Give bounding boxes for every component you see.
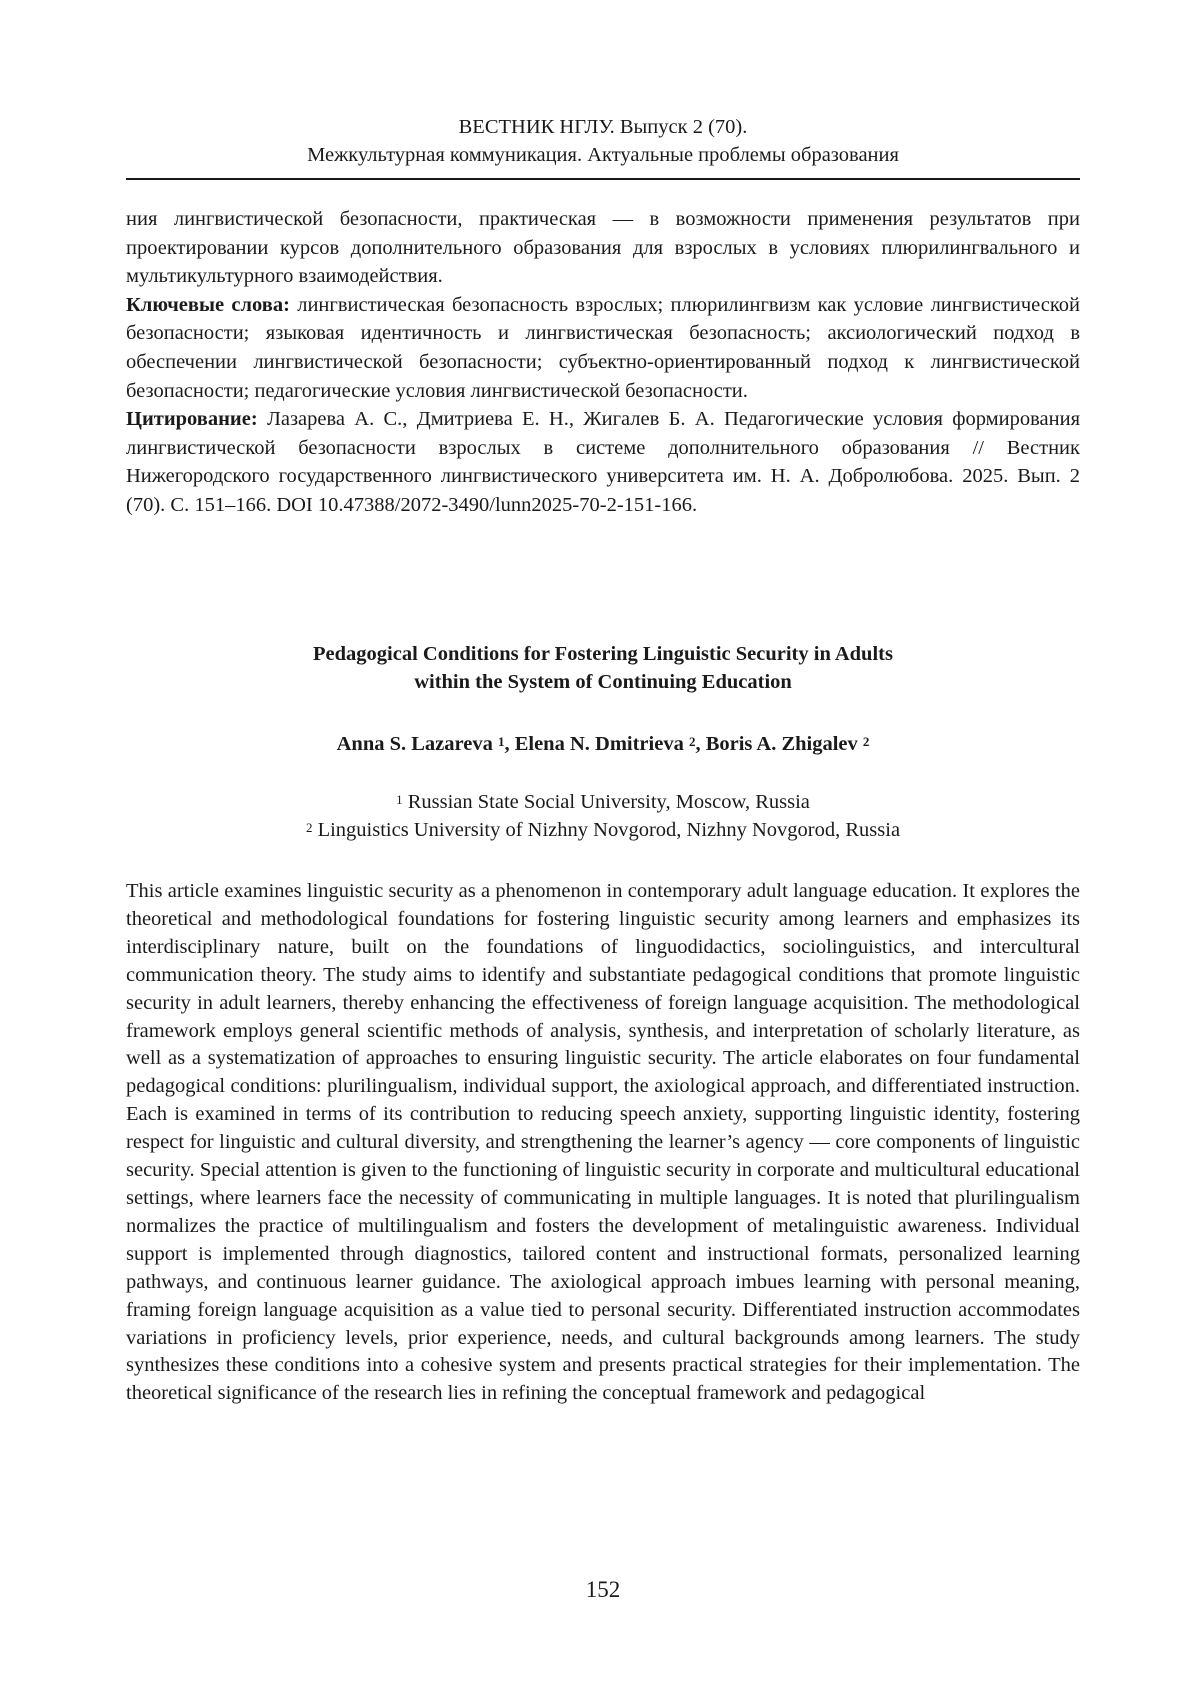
affiliation-item <box>126 816 1080 844</box>
author-list: Anna S. Lazareva $^1$, Elena N. Dmitrieva $^2$, Boris A. Zhigalev $^2$ <box>336 733 870 755</box>
keywords-text: лингвистическая безопасность взрослых; плюрилингвизм как условие лингвистической безопасности; языковая идентичность и лингвистическая безопасность; аксиологический подход в обеспечении лингвистической безопасности; субъектно-ориентированный подход к лингвистической безопасности; педагогические условия лингвистической безопасности. <box>126 293 1080 402</box>
citation-paragraph <box>126 405 1080 519</box>
affiliation-number: 1 <box>396 792 403 807</box>
author-affiliation-mark: 2 <box>862 734 870 749</box>
running-header <box>126 113 1080 169</box>
russian-abstract-tail: ния лингвистической безопасности, практическая — в возможности применения результатов при проектировании курсов дополнительного образования для взрослых в условиях плюрилингвального и мультикультурного взаимодействия. <box>126 208 1080 288</box>
journal-title-line: ВЕСТНИК НГЛУ. Выпуск 2 (70). <box>458 116 748 138</box>
author-name: Anna S. Lazareva <box>336 733 493 755</box>
author-name: Boris A. Zhigalev <box>705 733 858 755</box>
affiliation-item <box>126 788 1080 816</box>
document-page <box>126 0 1080 1698</box>
affiliation-list <box>126 788 1080 844</box>
affiliation-text: Russian State Social University, Moscow, Russia <box>407 791 810 813</box>
english-title-line-1: Pedagogical Conditions for Fostering Linguistic Security in Adults <box>313 643 893 665</box>
keywords-label: Ключевые слова: <box>126 293 290 316</box>
english-abstract-text: This article examines linguistic security as a phenomenon in contemporary adult language education. It explores the theoretical and methodological foundations for fostering linguistic security among learners and emphasizes its interdisciplinary nature, built on the foundations of linguodidactics, sociolinguistics, and intercultural communication theory. The study aims to identify and substantiate pedagogical conditions that promote linguistic security in adult learners, thereby enhancing the effectiveness of foreign language acquisition. The methodological framework employs general scientific methods of analysis, synthesis, and interpretation of scholarly literature, as well as a systematization of approaches to ensuring linguistic security. The article elaborates on four fundamental pedagogical conditions: plurilingualism, individual support, the axiological approach, and differentiated instruction. Each is examined in terms of its contribution to reducing speech anxiety, supporting linguistic identity, fostering respect for linguistic and cultural diversity, and strengthening the learner’s agency — core components of linguistic security. Special attention is given to the functioning of linguistic security in corporate and multicultural educational settings, where learners face the necessity of communicating in multiple languages. It is noted that plurilingualism normalizes the practice of multilingualism and fosters the development of metalinguistic awareness. Individual support is implemented through diagnostics, tailored content and instructional formats, personalized learning pathways, and continuous learner guidance. The axiological approach imbues learning with personal meaning, framing foreign language acquisition as a value tied to personal security. Differentiated instruction accommodates variations in proficiency levels, prior experience, needs, and cultural backgrounds among learners. The study synthesizes these conditions into a cohesive system and presents practical strategies for their implementation. The theoretical significance of the research lies in refining the conceptual framework and pedagogical <box>126 880 1080 1405</box>
header-divider <box>126 178 1080 180</box>
author-affiliation-mark: 1 <box>497 734 505 749</box>
citation-text: Лазарева А. С., Дмитриева Е. Н., Жигалев Б. А. Педагогические условия формирования лингвистической безопасности взрослых в системе дополнительного образования // Вестник Нижегородского государственного лингвистического университета им. Н. А. Добролюбова. 2025. Вып. 2 (70). С. 151–166. DOI 10.47388/2072-3490/lunn2025-70-2-151-166. <box>126 408 1080 516</box>
page-number: 152 <box>585 1577 621 1602</box>
english-abstract <box>126 878 1080 1408</box>
affiliation-number: 2 <box>305 820 313 835</box>
journal-section-line: Межкультурная коммуникация. Актуальные проблемы образования <box>307 144 899 166</box>
english-title-line-2: within the System of Continuing Education <box>414 671 792 693</box>
affiliation-text: Linguistics University of Nizhny Novgorod, Nizhny Novgorod, Russia <box>317 819 901 841</box>
russian-abstract-block <box>126 205 1080 520</box>
english-title <box>126 640 1080 696</box>
keywords-paragraph <box>126 291 1080 405</box>
author-affiliation-mark: 2 <box>688 734 696 749</box>
author-name: Elena N. Dmitrieva <box>514 733 684 755</box>
citation-label: Цитирование: <box>126 408 258 431</box>
